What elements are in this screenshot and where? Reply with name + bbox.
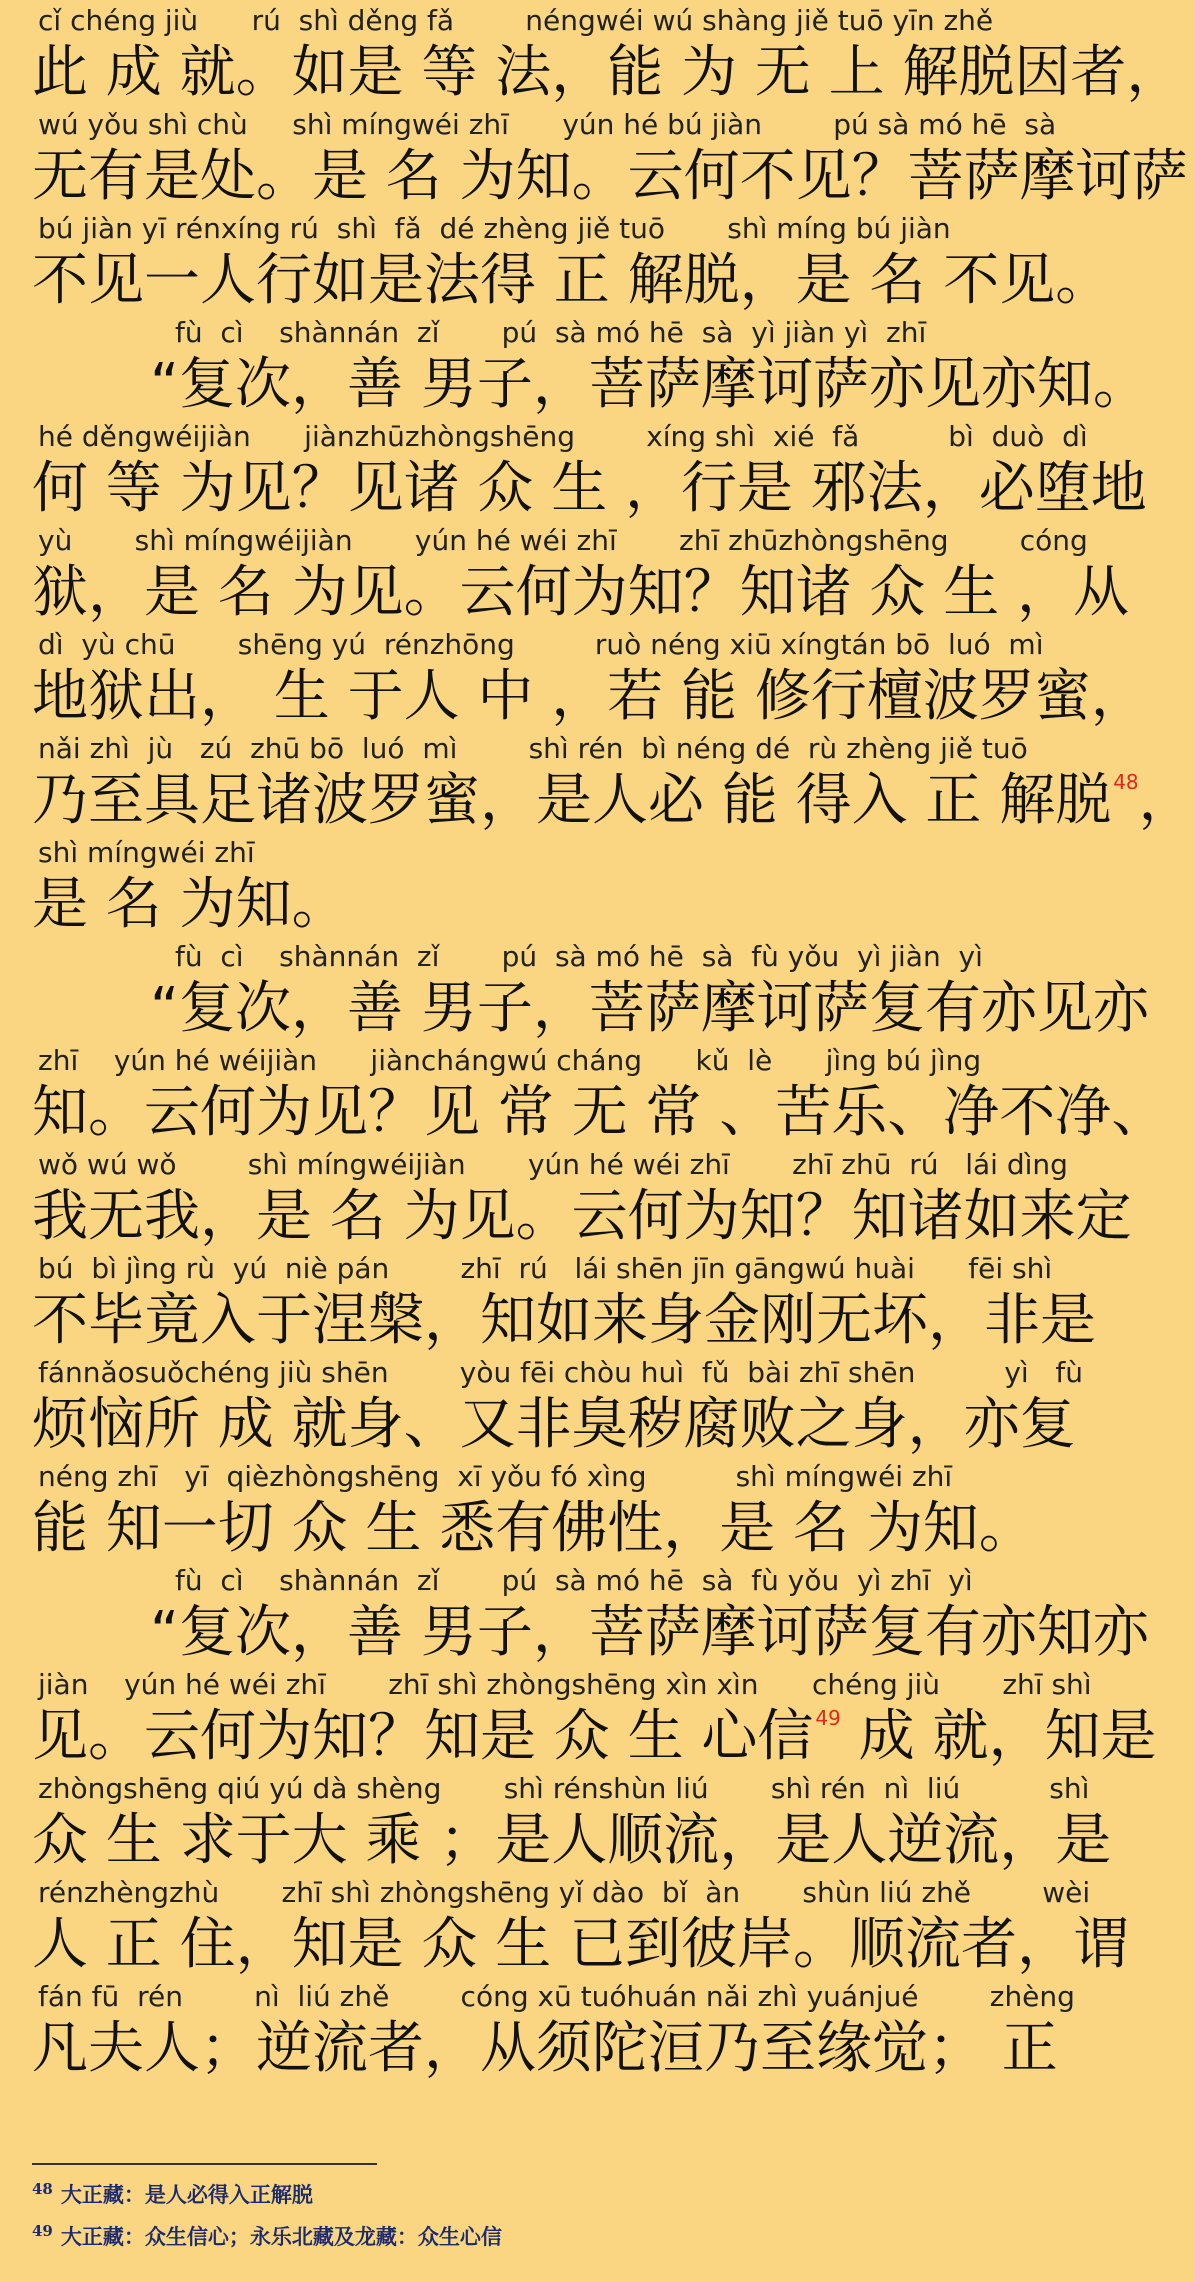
hanzi-text: 众 生 求于大 乘 ；是人顺流，是人逆流，是 — [32, 1808, 1112, 1873]
footnote-number: 48 — [32, 2180, 53, 2198]
text-line — [0, 106, 1188, 209]
pinyin-line: zhòngshēng qiú yú dà shèng shì rénshùn liú shì rén nì liú shì — [38, 1772, 1090, 1805]
text-line — [0, 1354, 1083, 1457]
footnote-48 — [32, 2172, 313, 2206]
pinyin-line: nǎi zhì jù zú zhū bō luó mì shì rén bì néng dé rù zhèng jiě tuō — [38, 732, 1028, 765]
pinyin-line: dì yù chū shēng yú rénzhōng ruò néng xiū xíngtán bō luó mì — [38, 628, 1044, 661]
hanzi-line — [32, 1706, 1156, 1768]
hanzi-line — [32, 1186, 1132, 1248]
hanzi-line — [32, 146, 1188, 208]
text-line — [0, 418, 1147, 521]
text-line — [0, 210, 1112, 313]
hanzi-line — [32, 458, 1147, 520]
hanzi-text: “复次，善 男子，菩萨摩诃萨复有亦知亦 — [150, 1600, 1149, 1665]
hanzi-text: 知。云何为见？见 常 无 常 、苦乐、净不净、 — [32, 1080, 1168, 1145]
pinyin-line: cǐ chéng jiù rú shì děng fǎ néngwéi wú shàng jiě tuō yīn zhě — [38, 4, 994, 37]
hanzi-text: 我无我，是 名 为见。云何为知？知诸如来定 — [32, 1184, 1132, 1249]
text-line — [0, 1978, 1080, 2081]
hanzi-line — [32, 1914, 1129, 1976]
pinyin-line: fù cì shànnán zǐ pú sà mó hē sà yì jiàn yì zhī — [175, 316, 927, 349]
pinyin-line: bú bì jìng rù yú niè pán zhī rú lái shēn jīn gāngwú huài fēi shì — [38, 1252, 1053, 1285]
hanzi-text: 人 正 住，知是 众 生 已到彼岸。顺流者，谓 — [32, 1912, 1130, 1977]
hanzi-line — [32, 1394, 1076, 1456]
pinyin-line: fù cì shànnán zǐ pú sà mó hē sà fù yǒu yì jiàn yì — [175, 940, 983, 973]
hanzi-text-after-ref: ， — [1138, 768, 1195, 833]
hanzi-line — [150, 978, 1149, 1040]
text-line — [0, 730, 1195, 833]
footnote-text: 大正藏：是人必得入正解脱 — [60, 2182, 313, 2207]
hanzi-text: 狱，是 名 为见。云何为知？知诸 众 生 ，从 — [32, 560, 1130, 625]
hanzi-text: 乃至具足诸波罗蜜，是人必 能 得入 正 解脱 — [32, 768, 1112, 833]
hanzi-line — [32, 1082, 1167, 1144]
pinyin-line: shì míngwéi zhī — [38, 836, 255, 869]
text-line — [0, 834, 1080, 937]
hanzi-text: “复次，善 男子，菩萨摩诃萨亦见亦知。 — [150, 352, 1149, 417]
hanzi-text-after-ref: 成 就，知是 — [840, 1704, 1157, 1769]
hanzi-text: 地狱出， 生 于人 中 ，若 能 修行檀波罗蜜， — [32, 664, 1147, 729]
text-line — [0, 938, 1149, 1041]
hanzi-text: “复次，善 男子，菩萨摩诃萨复有亦见亦 — [150, 976, 1149, 1041]
pinyin-line: jiàn yún hé wéi zhī zhī shì zhòngshēng xìn xìn chéng jiù zhī shì — [38, 1668, 1092, 1701]
hanzi-line — [32, 874, 348, 936]
footnote-text: 大正藏：众生信心；永乐北藏及龙藏：众生心信 — [60, 2224, 502, 2249]
hanzi-text: 不见一人行如是法得 正 解脱，是 名 不见。 — [32, 248, 1112, 313]
text-line — [0, 1458, 1080, 1561]
hanzi-line — [32, 562, 1129, 624]
hanzi-line — [150, 354, 1149, 416]
hanzi-line — [32, 250, 1111, 312]
hanzi-text: 是 名 为知。 — [32, 872, 348, 937]
text-line — [0, 1770, 1112, 1873]
text-line — [0, 1562, 1149, 1665]
text-line — [0, 1666, 1157, 1769]
pinyin-line: wǒ wú wǒ shì míngwéijiàn yún hé wéi zhī zhī zhū rú lái dìng — [38, 1148, 1068, 1181]
text-line — [0, 1874, 1130, 1977]
hanzi-text: 能 知一切 众 生 悉有佛性，是 名 为知。 — [32, 1496, 1035, 1561]
hanzi-text: 何 等 为见？见诸 众 生 ，行是 邪法，必堕地 — [32, 456, 1147, 521]
hanzi-line — [32, 1498, 1035, 1560]
pinyin-line: fánnǎosuǒchéng jiù shēn yòu fēi chòu huì fǔ bài zhī shēn yì fù — [38, 1356, 1083, 1389]
text-line — [0, 626, 1147, 729]
footnote-ref[interactable]: 48 — [1113, 770, 1139, 795]
hanzi-text: 见。云何为知？知是 众 生 心信 — [32, 1704, 814, 1769]
pinyin-line: bú jiàn yī rénxíng rú shì fǎ dé zhèng jiě tuō shì míng bú jiàn — [38, 212, 951, 245]
hanzi-text: 不毕竟入于涅槃，知如来身金刚无坏，非是 — [32, 1288, 1096, 1353]
pinyin-line: fù cì shànnán zǐ pú sà mó hē sà fù yǒu yì zhī yì — [175, 1564, 973, 1597]
hanzi-line — [150, 1602, 1149, 1664]
footnote-49 — [32, 2214, 502, 2248]
text-line — [0, 1250, 1096, 1353]
text-line — [0, 1042, 1168, 1145]
hanzi-line — [32, 1290, 1096, 1352]
pinyin-line: hé děngwéijiàn jiànzhūzhòngshēng xíng shì xié fǎ bì duò dì — [38, 420, 1088, 453]
text-line — [0, 2, 1183, 105]
hanzi-line — [32, 1810, 1111, 1872]
hanzi-text: 此 成 就。如是 等 法，能 为 无 上 解脱因者， — [32, 40, 1183, 105]
pinyin-line: zhī yún hé wéijiàn jiànchángwú cháng kǔ lè jìng bú jìng — [38, 1044, 982, 1077]
text-line — [0, 522, 1130, 625]
hanzi-line — [32, 42, 1182, 104]
hanzi-line — [32, 770, 1195, 832]
hanzi-text: 无有是处。是 名 为知。云何不见？菩萨摩诃萨 — [32, 144, 1188, 209]
footnote-divider — [32, 2163, 377, 2165]
footnote-number: 49 — [32, 2222, 53, 2240]
footnote-ref[interactable]: 49 — [815, 1706, 841, 1731]
pinyin-line: wú yǒu shì chù shì míngwéi zhī yún hé bú jiàn pú sà mó hē sà — [38, 108, 1057, 141]
pinyin-line: néng zhī yī qièzhòngshēng xī yǒu fó xìng shì míngwéi zhī — [38, 1460, 953, 1493]
pinyin-line: fán fū rén nì liú zhě cóng xū tuóhuán nǎi zhì yuánjué zhèng — [38, 1980, 1075, 2013]
pinyin-line: yù shì míngwéijiàn yún hé wéi zhī zhī zhūzhòngshēng cóng — [38, 524, 1088, 557]
hanzi-text: 凡夫人；逆流者，从须陀洹乃至缘觉； 正 — [32, 2016, 1058, 2081]
text-line — [0, 314, 1149, 417]
hanzi-line — [32, 666, 1147, 728]
hanzi-line — [32, 2018, 1058, 2080]
hanzi-text: 烦恼所 成 就身、又非臭秽腐败之身，亦复 — [32, 1392, 1076, 1457]
pinyin-line: rénzhèngzhù zhī shì zhòngshēng yǐ dào bǐ àn shùn liú zhě wèi — [38, 1876, 1091, 1909]
text-line — [0, 1146, 1132, 1249]
